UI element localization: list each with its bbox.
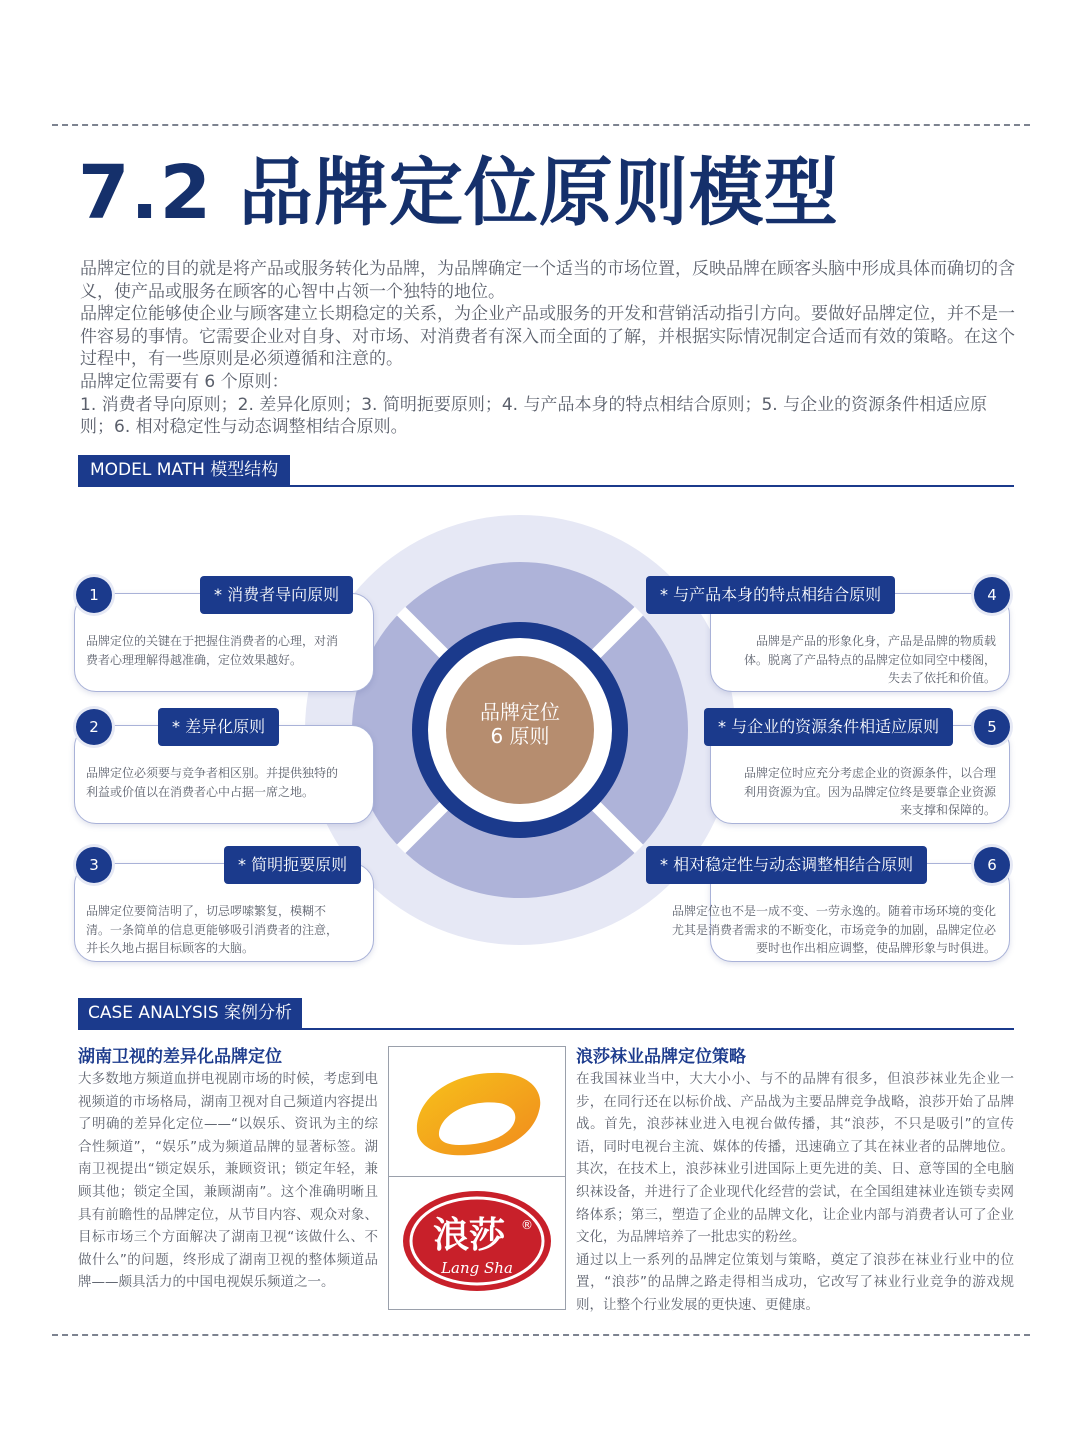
card-title: * 与企业的资源条件相适应原则: [704, 708, 953, 746]
case-right-paragraph: 在我国袜业当中，大大小小、与不的品牌有很多，但浪莎袜业先企业一步，在同行还在以标价战、产品战为主要品牌竞争战略，浪莎开始了品牌战。首先，浪莎袜业进入电视台做传播，其“浪莎，不只是吸引”的宣传语，同时电视台主流、媒体的传播，迅速确立了其在袜业者的品牌地位。其次，在技术上，浪莎袜业引进国际上更先进的美、日、意等国的全电脑织袜设备，并进行了企业现代化经营的尝试，在全国组建袜业连锁专卖网络体系；第三，塑造了企业的品牌文化，让企业内部与消费者认可了企业文化，为品牌培养了一批忠实的粉丝。: [576, 1071, 1014, 1246]
card-title: * 差异化原则: [158, 708, 279, 746]
center-label: [460, 700, 580, 748]
center-label-line1: 品牌定位: [480, 700, 560, 724]
card-number: 5: [974, 709, 1010, 745]
principle-card-4: [660, 576, 1010, 692]
principles-diagram: [0, 500, 1080, 970]
case-right-text: [576, 1068, 1014, 1317]
bottom-divider: [52, 1334, 1030, 1336]
logo-panel: [388, 1046, 566, 1310]
intro-paragraph: 1. 消费者导向原则；2. 差异化原则；3. 简明扼要原则；4. 与产品本身的特点相结合原则；5. 与企业的资源条件相适应原则；6. 相对稳定性与动态调整相结合原则。: [80, 394, 988, 438]
card-desc: 品牌是产品的形象化身，产品是品牌的物质载体。脱离了产品特点的品牌定位如同空中楼阁，失去了依托和价值。: [743, 634, 996, 685]
model-section-label: MODEL MATH 模型结构: [78, 455, 290, 485]
model-section-header: [78, 455, 1014, 487]
page-title: 7.2 品牌定位原则模型: [78, 150, 839, 236]
langsha-logo-text: 浪莎: [432, 1214, 506, 1256]
center-label-line2: 6 原则: [490, 724, 550, 748]
intro-text: [80, 258, 1020, 439]
intro-paragraph: 品牌定位能够使企业与顾客建立长期稳定的关系，为企业产品或服务的开发和营销活动指引方向。要做好品牌定位，并不是一件容易的事情。它需要企业对自身、对市场、对消费者有深入而全面的了解，并根据实际情况制定合适而有效的策略。在这个过程中，有一些原则是必须遵循和注意的。: [80, 304, 1015, 370]
principle-card-3: [74, 846, 374, 962]
card-desc: 品牌定位必须要与竞争者相区别。并提供独特的利益或价值以在消费者心中占据一席之地。: [86, 766, 339, 799]
principle-card-5: [710, 708, 1010, 824]
card-desc: 品牌定位要简洁明了，切忌啰嗦繁复，模糊不清。一条简单的信息更能够吸引消费者的注意，并长久地占据目标顾客的大脑。: [86, 904, 339, 955]
card-desc: 品牌定位时应充分考虑企业的资源条件，以合理利用资源为宜。因为品牌定位终是要靠企业资源来支撑和保障的。: [743, 766, 996, 817]
card-desc: 品牌定位的关键在于把握住消费者的心理，对消费者心理理解得越准确，定位效果越好。: [86, 634, 339, 667]
card-title: * 相对稳定性与动态调整相结合原则: [646, 846, 927, 884]
section-rule: [78, 485, 1014, 487]
card-number: 4: [974, 577, 1010, 613]
case-right-title: 浪莎袜业品牌定位策略: [576, 1047, 746, 1067]
case-section-header: [78, 998, 1014, 1030]
principle-card-2: [74, 708, 374, 824]
case-left-text: 大多数地方频道血拼电视剧市场的时候，考虑到电视频道的市场格局，湖南卫视对自己频道内容提出了明确的差异化定位——“以娱乐、资讯为主的综合性频道”，“娱乐”成为频道品牌的显著标签。湖南卫视提出“锁定娱乐，兼顾资讯；锁定年轻，兼顾其他；锁定全国，兼顾湖南”。这个准确明晰且具有前瞻性的品牌定位，从节目内容、观众对象、目标市场三个方面解决了湖南卫视“该做什么、不做什么”的问题，终形成了湖南卫视的整体频道品牌——颇具活力的中国电视娱乐频道之一。: [78, 1071, 378, 1291]
principle-card-6: [660, 846, 1010, 962]
intro-paragraph: 品牌定位需要有 6 个原则：: [80, 371, 289, 392]
registered-mark: ®: [521, 1218, 533, 1232]
hunan-tv-logo: [389, 1047, 565, 1176]
card-number: 1: [76, 577, 112, 613]
card-number: 2: [76, 709, 112, 745]
case-right-paragraph: 通过以上一系列的品牌定位策划与策略，奠定了浪莎在袜业行业中的位置，“浪莎”的品牌之路走得相当成功，它改写了袜业行业竞争的游戏规则，让整个行业发展的更快速、更健康。: [576, 1251, 1014, 1313]
principle-card-1: [74, 576, 374, 692]
card-number: 6: [974, 847, 1010, 883]
card-desc: 品牌定位也不是一成不变、一劳永逸的。随着市场环境的变化尤其是消费者需求的不断变化，市场竞争的加剧，品牌定位必要时也作出相应调整，使品牌形象与时俱进。: [671, 904, 996, 955]
card-title: * 简明扼要原则: [224, 846, 361, 884]
case-section-label: CASE ANALYSIS 案例分析: [78, 998, 302, 1028]
card-title: * 与产品本身的特点相结合原则: [646, 576, 895, 614]
card-number: 3: [76, 847, 112, 883]
langsha-logo: [389, 1177, 565, 1308]
card-title: * 消费者导向原则: [200, 576, 353, 614]
top-divider: [52, 124, 1030, 126]
langsha-logo-sub: Lang Sha: [441, 1259, 513, 1277]
section-rule: [78, 1028, 1014, 1030]
case-left-title: 湖南卫视的差异化品牌定位: [78, 1047, 282, 1067]
intro-paragraph: 品牌定位的目的就是将产品或服务转化为品牌，为品牌确定一个适当的市场位置，反映品牌在顾客头脑中形成具体而确切的含义，使产品或服务在顾客的心智中占领一个独特的地位。: [80, 259, 1015, 302]
